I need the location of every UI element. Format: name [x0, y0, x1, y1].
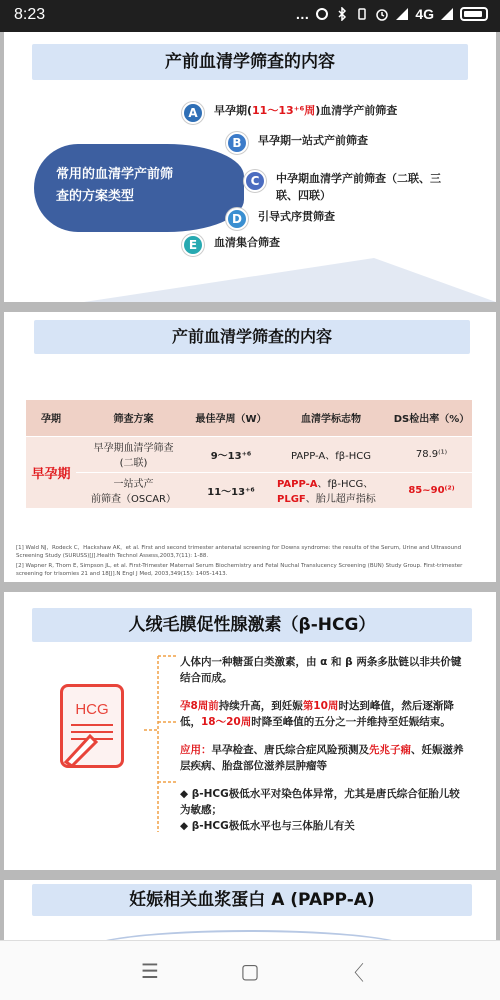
- document-viewer[interactable]: [0, 32, 500, 940]
- screening-table: [26, 400, 472, 508]
- signal-icon: [395, 7, 409, 21]
- oval-text-line1: 常用的血清学产前筛: [56, 167, 174, 182]
- markers-cell: PAPP-A、fβ-HCG、 PLGF、胎儿超声指标: [271, 472, 391, 508]
- bullet-1: ◆ β-HCG极低水平对染色体异常，尤其是唐氏综合征胎儿较为敏感；: [180, 788, 460, 816]
- option-a-text: 早孕期(11～13⁺⁶周)血清学产前筛查: [214, 104, 398, 117]
- slide-title: 产前血清学筛查的内容: [34, 320, 470, 354]
- battery-icon: [460, 7, 488, 21]
- table-header: 孕期: [26, 400, 76, 436]
- slide-title: 妊娠相关血浆蛋白 A (PAPP-A): [32, 884, 472, 916]
- decorative-corner: [4, 258, 496, 302]
- option-b-text: 早孕期一站式产前筛查: [258, 134, 368, 147]
- status-bar: [0, 0, 500, 32]
- bluetooth-icon: [335, 7, 349, 21]
- navigation-bar: [0, 940, 500, 1000]
- option-e: [182, 234, 280, 256]
- paragraph-trend: 孕8周前持续升高，到妊娠第10周时达到峰值，然后逐渐降低，18～20周时降至峰值的五分之一并维持至妊娠结束。: [180, 700, 454, 728]
- option-d-badge: D: [226, 208, 248, 230]
- option-c-badge: C: [244, 170, 266, 192]
- slide-4-shape: [84, 930, 414, 940]
- option-d-text: 引导式序贯筛查: [258, 210, 335, 223]
- option-b-badge: B: [226, 132, 248, 154]
- vibrate-icon: [355, 7, 369, 21]
- connector-lines: [144, 652, 184, 862]
- slide-4: [4, 880, 496, 940]
- table-header: 筛查方案: [76, 400, 191, 436]
- slide-1: [4, 32, 496, 302]
- table-header: 最佳孕周（W）: [191, 400, 271, 436]
- scheme-cell: 早孕期血清学筛查 (二联): [76, 436, 191, 472]
- status-icons: [295, 6, 488, 22]
- period-cell: 早孕期: [26, 436, 76, 508]
- clipboard-label: HCG: [75, 701, 109, 718]
- more-icon: …: [295, 6, 310, 22]
- clock: 8:23: [14, 6, 46, 23]
- option-e-text: 血清集合筛查: [214, 236, 280, 249]
- slide-title: 产前血清学筛查的内容: [32, 44, 468, 80]
- scheme-types-label: [34, 144, 244, 232]
- option-b: [226, 132, 368, 154]
- slide-3: [4, 592, 496, 870]
- menu-button[interactable]: ☰: [141, 959, 159, 983]
- hcg-description: [180, 654, 470, 834]
- table-header-row: [26, 400, 472, 436]
- week-cell: 11～13⁺⁶: [191, 472, 271, 508]
- alarm-icon: [375, 7, 389, 21]
- reference-2: [2] Wapner R, Thom E, Simpson JL, et al. First-Trimester Maternal Serum Biochemistry and Fetal Nuchal Translucency Screening (BUN) Study Group. First-trimester screening for trisomies 21 and 18[J].N Engl J Med, 2003,349(15): 1405-1413.: [16, 563, 463, 577]
- home-button[interactable]: ▢: [240, 959, 260, 983]
- table-row: [26, 436, 472, 472]
- pen-icon: [60, 728, 100, 768]
- option-a: [182, 102, 397, 124]
- table-header: 血清学标志物: [271, 400, 391, 436]
- oval-text-line2: 查的方案类型: [56, 189, 135, 204]
- sync-icon: [315, 7, 329, 21]
- slide-2: [4, 312, 496, 582]
- rate-cell: 78.9⁽¹⁾: [391, 436, 472, 472]
- reference-1: [1] Wald NJ，Rodeck C，Hackshaw AK，et al. First and second trimester antenatal screening for Downs syndrome: the results of the Serum, Urine and Ultrasound Screening Study (SURUSS)[J].Health Technol Assess,2003,7(11): 1-88.: [16, 545, 462, 559]
- rate-cell: 85~90⁽²⁾: [391, 472, 472, 508]
- table-header: DS检出率（%）: [391, 400, 472, 436]
- slide-title: 人绒毛膜促性腺激素（β-HCG）: [32, 608, 472, 642]
- signal-bars-icon: [440, 7, 454, 21]
- scheme-cell: 一站式产 前筛查（OSCAR）: [76, 472, 191, 508]
- references: [16, 544, 486, 578]
- option-c: [244, 170, 441, 204]
- paragraph-application: 应用：早孕检查、唐氏综合症风险预测及先兆子痫、妊娠滋养层疾病、胎盘部位滋养层肿瘤等: [180, 744, 464, 772]
- network-type: 4G: [415, 6, 434, 22]
- back-button[interactable]: 〈: [344, 960, 364, 985]
- option-d: [226, 208, 335, 230]
- bullet-2: ◆ β-HCG极低水平也与三体胎儿有关: [180, 820, 355, 832]
- week-cell: 9～13⁺⁶: [191, 436, 271, 472]
- option-e-badge: E: [182, 234, 204, 256]
- option-a-badge: A: [182, 102, 204, 124]
- markers-cell: PAPP-A、fβ-HCG: [271, 436, 391, 472]
- table-row: [26, 472, 472, 508]
- option-c-text: 中孕期血清学产前筛查（二联、三 联、四联）: [276, 172, 441, 202]
- paragraph-definition: 人体内一种糖蛋白类激素，由 α 和 β 两条多肽链以非共价键结合而成。: [180, 656, 462, 684]
